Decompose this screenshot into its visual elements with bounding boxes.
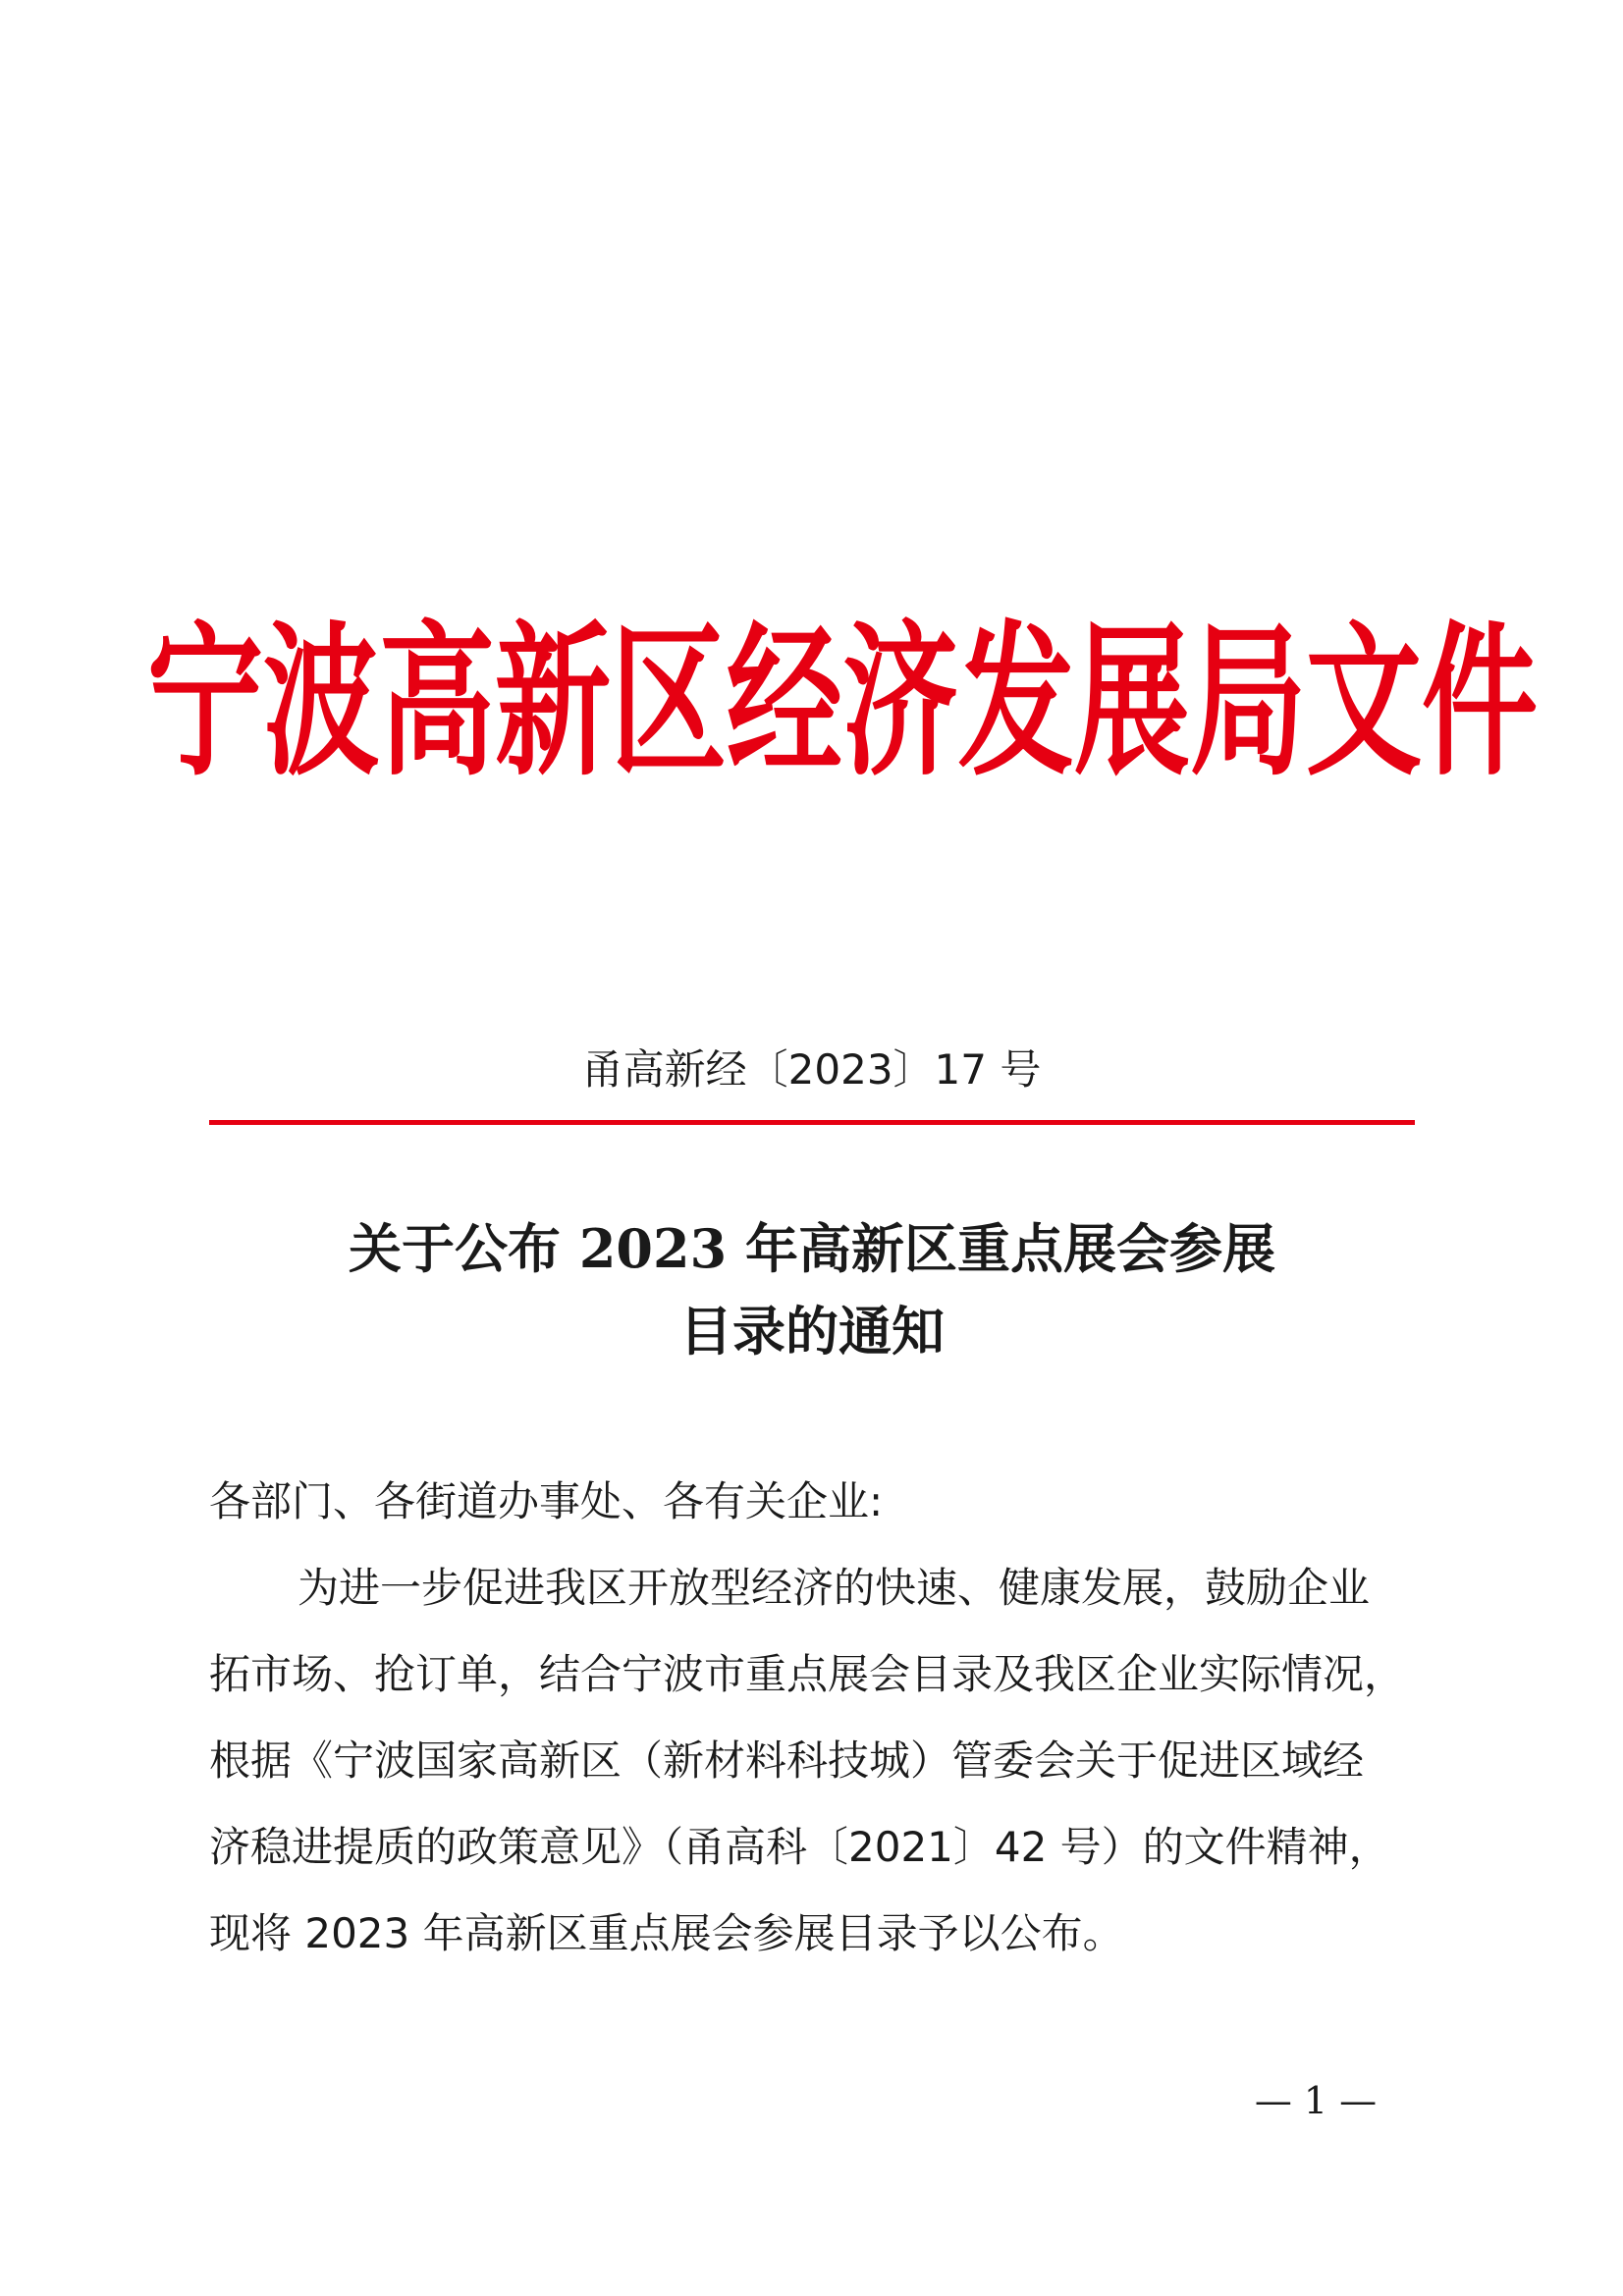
agency-header-title: 宁波高新区经济发展局文件 — [147, 604, 1539, 798]
red-divider-rule — [209, 1120, 1415, 1125]
body-line: 拓市场、抢订单，结合宁波市重点展会目录及我区企业实际情况， — [209, 1650, 1406, 1698]
body-line: 为进一步促进我区开放型经济的快速、健康发展，鼓励企业 — [298, 1564, 1371, 1612]
document-title-line-2: 目录的通知 — [679, 1300, 945, 1362]
body-line: 现将 2023 年高新区重点展会参展目录予以公布。 — [209, 1909, 1124, 1957]
document-number: 甬高新经〔2023〕17 号 — [581, 1045, 1042, 1094]
body-line: 济稳进提质的政策意见》（甬高科〔2021〕42 号）的文件精神， — [209, 1823, 1390, 1871]
document-title-line-1: 关于公布 2023 年高新区重点展会参展 — [349, 1217, 1275, 1280]
page-number: — 1 — — [1254, 2079, 1378, 2122]
body-line: 根据《宁波国家高新区（新材料科技城）管委会关于促进区域经 — [209, 1736, 1365, 1785]
salutation: 各部门、各街道办事处、各有关企业: — [209, 1477, 884, 1525]
